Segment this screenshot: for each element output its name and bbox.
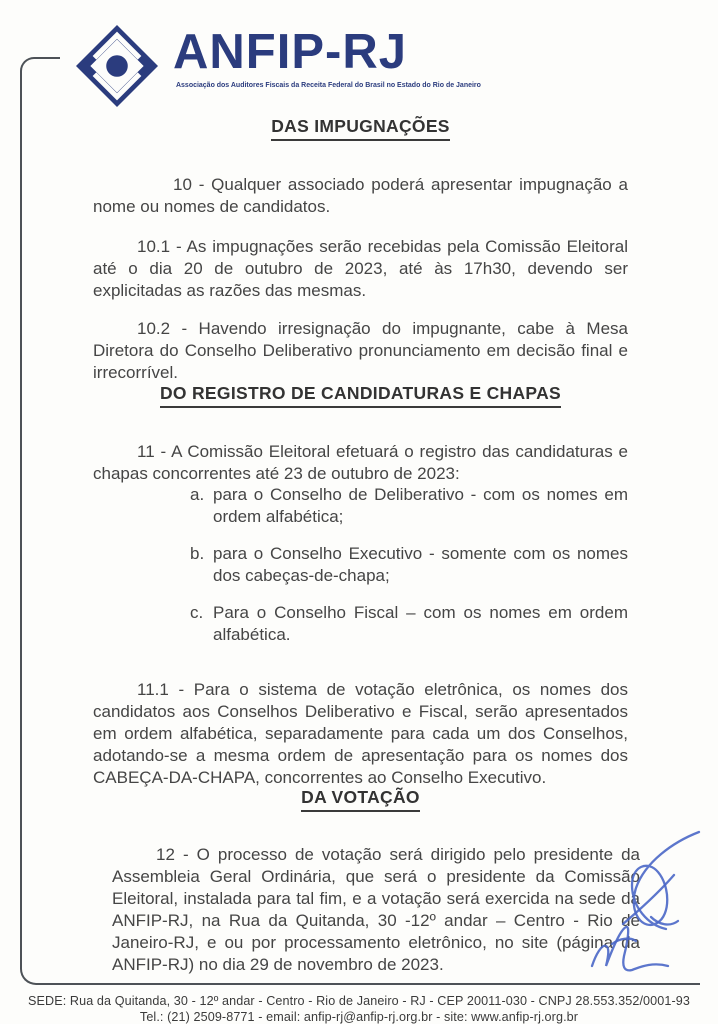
clause-10-2: 10.2 - Havendo irresignação do impugnante, cabe à Mesa Diretora do Conselho Deliberativo pronunciamento em decisão final e irrecorrível. [93,319,628,382]
list-marker: b. [190,544,205,563]
list-item-c [190,602,628,646]
list-item-a [190,484,628,528]
clause-11-1: 11.1 - Para o sistema de votação eletrônica, os nomes dos candidatos aos Conselhos Deliberativo e Fiscal, serão apresentados em ordem alfabética, separadamente para cada um dos Conselhos, adotando-se a mesma ordem de apresentação para os nomes dos CABEÇA-DA-CHAPA, concorrentes ao Conselho Executivo. [93,680,628,787]
footer-contact: Tel.: (21) 2509-8771 - email: anfip-rj@anfip-rj.org.br - site: www.anfip-rj.org.br [139,1010,579,1024]
logo-tagline: Associação dos Auditores Fiscais da Receita Federal do Brasil no Estado do Rio de Janeiro [176,80,481,89]
clause-11: 11 - A Comissão Eleitoral efetuará o registro das candidaturas e chapas concorrentes até 23 de outubro de 2023: [93,442,628,483]
clause-10-1: 10.1 - As impugnações serão recebidas pela Comissão Eleitoral até o dia 20 de outubro de 2023, até às 17h30, devendo ser explicitadas as razões das mesmas. [93,237,628,300]
clause-10: 10 - Qualquer associado poderá apresentar impugnação a nome ou nomes de candidatos. [93,175,628,216]
list-item-b [190,543,628,587]
list-marker: c. [190,603,204,622]
section-heading-text: DO REGISTRO DE CANDIDATURAS E CHAPAS [160,383,561,408]
anfip-logo-icon [64,25,170,107]
section-heading-text: DA VOTAÇÃO [301,787,420,812]
footer-address: SEDE: Rua da Quitanda, 30 - 12º andar - Centro - Rio de Janeiro - RJ - CEP 20011-030 - CNPJ 28.553.352/0001-93 [28,994,690,1008]
section-heading-text: DAS IMPUGNAÇÕES [271,116,450,141]
list-item-text: para o Conselho Executivo - somente com os nomes dos cabeças-de-chapa; [213,544,628,585]
section-heading-registro [93,383,628,408]
clause-12: 12 - O processo de votação será dirigido pelo presidente da Assembleia Geral Ordinária, que será o presidente da Comissão Eleitoral, instalada para tal fim, e a votação será exercida na sede da ANFIP-RJ, na Rua da Quitanda, 30 -12º andar – Centro - Rio de Janeiro-RJ, e ou por processamento eletrônico, no site (página da ANFIP-RJ) no dia 29 de novembro de 2023. [112,845,640,974]
list-marker: a. [190,485,205,504]
section-heading-impugnacoes [93,116,628,141]
list-item-text: Para o Conselho Fiscal – com os nomes em ordem alfabética. [213,603,628,644]
initials-scribble [586,922,678,978]
list-item-text: para o Conselho de Deliberativo - com os nomes em ordem alfabética; [213,485,628,526]
section-heading-votacao [93,787,628,812]
logo-wordmark: ANFIP-RJ [173,25,407,79]
